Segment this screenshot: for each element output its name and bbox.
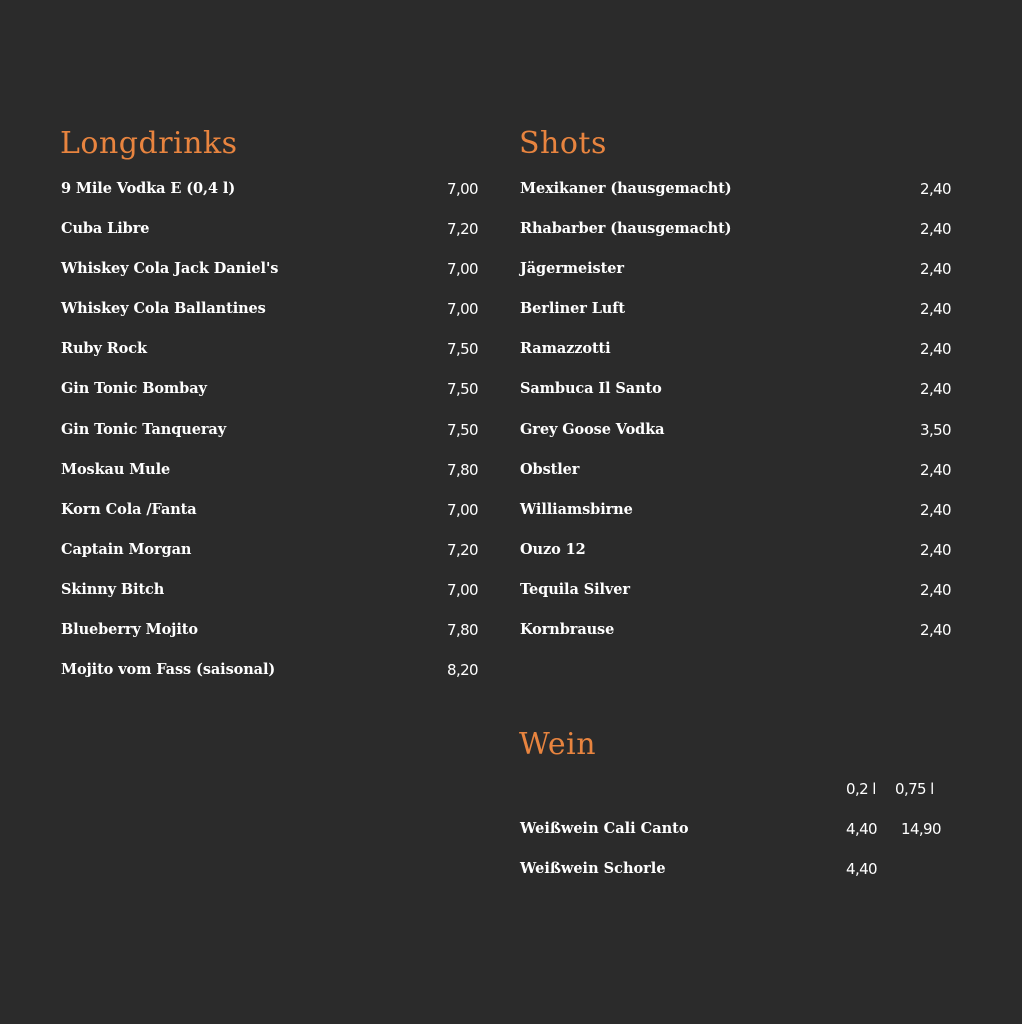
item-name: Weißwein Schorle	[520, 860, 666, 877]
wein-size-large-header: 0,75 l	[895, 780, 934, 798]
list-item	[520, 299, 951, 339]
list-item	[61, 660, 478, 700]
list-item	[61, 219, 478, 259]
longdrinks-title: Longdrinks	[60, 126, 238, 161]
longdrinks-list	[61, 179, 478, 700]
item-name: Korn Cola /Fanta	[61, 500, 197, 518]
item-price-large: 14,90	[901, 820, 941, 838]
list-item	[61, 540, 478, 580]
item-name: Captain Morgan	[61, 540, 192, 558]
item-price: 7,50	[447, 420, 478, 439]
item-price: 7,80	[447, 460, 478, 479]
item-price: 3,50	[920, 420, 951, 439]
list-item	[61, 259, 478, 299]
item-price: 2,40	[920, 380, 951, 399]
item-price: 2,40	[920, 340, 951, 359]
item-price: 7,00	[447, 580, 478, 599]
item-name: Gin Tonic Bombay	[61, 380, 207, 398]
item-price-small: 4,40	[846, 860, 877, 878]
item-name: Whiskey Cola Jack Daniel's	[61, 260, 279, 278]
item-price: 2,40	[920, 580, 951, 599]
item-price: 7,20	[447, 220, 478, 239]
list-item	[520, 460, 951, 500]
list-item	[520, 820, 951, 840]
list-item	[520, 259, 951, 299]
list-item	[61, 420, 478, 460]
item-name: Gin Tonic Tanqueray	[61, 420, 227, 438]
item-price: 2,40	[920, 540, 951, 559]
list-item	[61, 620, 478, 660]
item-price: 7,50	[447, 380, 478, 399]
item-name: Skinny Bitch	[61, 580, 165, 598]
item-price: 2,40	[920, 460, 951, 479]
item-name: Berliner Luft	[520, 300, 625, 318]
item-price: 7,00	[447, 300, 478, 319]
item-price: 2,40	[920, 260, 951, 279]
item-name: Jägermeister	[520, 260, 624, 278]
item-price: 7,00	[447, 500, 478, 519]
item-price: 2,40	[920, 180, 951, 198]
wein-size-small-header: 0,2 l	[846, 780, 876, 798]
list-item	[520, 339, 951, 379]
item-name: Rhabarber (hausgemacht)	[520, 220, 732, 238]
list-item	[61, 580, 478, 620]
item-name: Williamsbirne	[520, 500, 633, 518]
item-name: Ouzo 12	[520, 540, 586, 558]
list-item	[61, 379, 478, 419]
item-price: 7,20	[447, 540, 478, 559]
list-item	[61, 179, 478, 219]
shots-list	[520, 179, 951, 660]
item-name: Mojito vom Fass (saisonal)	[61, 661, 276, 679]
item-name: Ramazzotti	[520, 340, 611, 358]
list-item	[61, 299, 478, 339]
item-name: Ruby Rock	[61, 340, 147, 358]
item-price: 2,40	[920, 500, 951, 519]
item-price: 8,20	[447, 661, 478, 680]
list-item	[520, 580, 951, 620]
item-price-small: 4,40	[846, 820, 877, 838]
list-item	[520, 500, 951, 540]
list-item	[520, 219, 951, 259]
shots-title: Shots	[519, 126, 607, 161]
item-name: Blueberry Mojito	[61, 621, 198, 639]
item-name: Grey Goose Vodka	[520, 420, 665, 438]
item-name: 9 Mile Vodka E (0,4 l)	[61, 180, 236, 197]
item-name: Mexikaner (hausgemacht)	[520, 180, 732, 197]
list-item	[520, 540, 951, 580]
wein-section	[520, 780, 951, 890]
item-price: 7,00	[447, 180, 478, 198]
item-price: 2,40	[920, 300, 951, 319]
item-price: 7,80	[447, 621, 478, 640]
list-item	[61, 339, 478, 379]
item-price: 2,40	[920, 621, 951, 640]
item-price: 7,00	[447, 260, 478, 279]
list-item	[61, 460, 478, 500]
item-name: Moskau Mule	[61, 460, 171, 478]
list-item	[520, 620, 951, 660]
wein-title: Wein	[519, 727, 597, 762]
item-price: 7,50	[447, 340, 478, 359]
list-item	[520, 420, 951, 460]
item-name: Whiskey Cola Ballantines	[61, 300, 266, 318]
item-name: Cuba Libre	[61, 220, 150, 238]
item-name: Tequila Silver	[520, 580, 630, 598]
list-item	[520, 860, 951, 880]
item-name: Obstler	[520, 460, 580, 478]
list-item	[520, 379, 951, 419]
item-name: Sambuca Il Santo	[520, 380, 662, 398]
item-price: 2,40	[920, 220, 951, 239]
item-name: Kornbrause	[520, 621, 615, 639]
item-name: Weißwein Cali Canto	[520, 820, 689, 837]
list-item	[61, 500, 478, 540]
list-item	[520, 179, 951, 219]
